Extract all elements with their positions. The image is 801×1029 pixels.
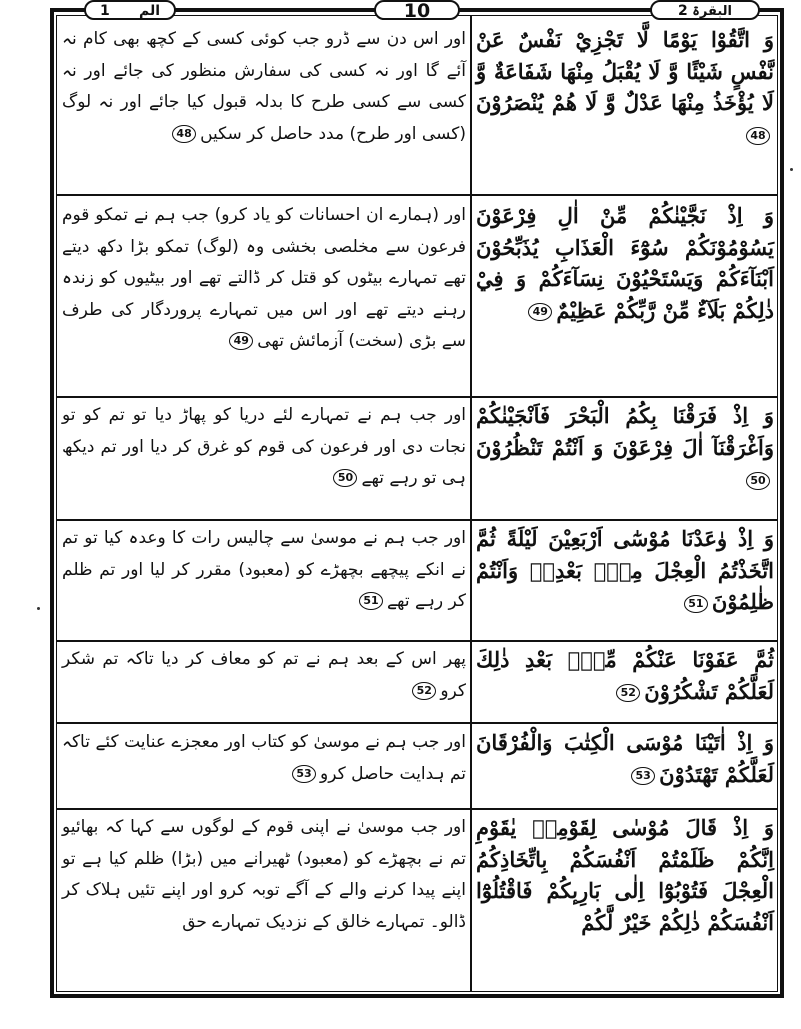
urdu-text: اور اس دن سے ڈرو جب کوئی کسی کے کچھ بھی کام نہ آئے گا اور نہ کسی کی سفارش منظور کی جائے اور نہ کسی سے کسی طرح کا بدلہ قبول کیا جائے اور نہ لوگ (کسی اور طرح) مدد حاصل کر سکیں xyxy=(62,29,466,144)
verse-marker: 51 xyxy=(359,592,383,610)
verse-marker: 53 xyxy=(292,765,316,783)
urdu-translation-block xyxy=(62,24,466,150)
urdu-text: اور جب موسیٰ نے اپنی قوم کے لوگوں سے کہا کہ بھائیو تم نے بچھڑے کو (معبود) ٹھیرانے میں (بڑا) ظلم کیا ہے تو اپنے پیدا کرنے والے کے آگے توبہ کرو اور اپنے تئیں ہلاک کر ڈالو۔ تمہارے خالق کے نزدیک تمہارے حق xyxy=(62,817,466,932)
arabic-verse-block xyxy=(476,24,774,150)
verse-marker: 50 xyxy=(333,469,357,487)
verse-marker: 48 xyxy=(746,127,770,145)
verse-marker: 50 xyxy=(746,472,770,490)
urdu-text: اور (ہمارے ان احسانات کو یاد کرو) جب ہم نے تمکو قوم فرعون سے مخلصی بخشی وہ (لوگ) تمکو بڑا دکھ دیتے تھے تمہارے بیٹوں کو قتل کر ڈالتے تھے اور بیٹیوں کو زندہ رہنے دیتے تھے اور اس میں تمہارے پروردگار کی طرف سے بڑی (سخت) آزمائش تھی xyxy=(62,205,466,351)
verse-marker: 52 xyxy=(412,682,436,700)
juz-label xyxy=(84,0,176,20)
juz-number: 1 xyxy=(99,3,110,19)
row-separator xyxy=(56,722,778,724)
surah-label xyxy=(650,0,760,20)
arabic-verse-block xyxy=(476,400,774,495)
urdu-translation-block xyxy=(62,400,466,495)
urdu-translation-block xyxy=(62,727,466,790)
juz-name: الم xyxy=(138,3,161,19)
arabic-verse-block xyxy=(476,200,774,326)
arabic-verse-block xyxy=(476,523,774,618)
verse-marker: 48 xyxy=(172,125,196,143)
scan-speck xyxy=(790,168,793,171)
urdu-translation-block xyxy=(62,812,466,938)
row-separator xyxy=(56,808,778,810)
arabic-text: وَ اِذْ قَالَ مُوْسٰى لِقَوْمِهٖ يٰقَوْمِ اِنَّكُمْ ظَلَمْتُمْ اَنْفُسَكُمْ بِاتِّخَاذِكُمُ الْعِجْلَ فَتُوْبُوْٓا اِلٰى بَارِىٕكُمْ فَاقْتُلُوْٓا اَنْفُسَكُمْ ذٰلِكُمْ خَيْرٌ لَّكُمْ xyxy=(476,815,774,935)
row-separator xyxy=(56,640,778,642)
arabic-text: وَ اِذْ اٰتَيْنَا مُوْسَى الْكِتٰبَ وَالْفُرْقَانَ لَعَلَّكُمْ تَهْتَدُوْنَ xyxy=(476,730,774,787)
arabic-verse-block xyxy=(476,812,774,938)
arabic-text: ثُمَّ عَفَوْنَا عَنْكُمْ مِّنْۢ بَعْدِ ذٰلِكَ لَعَلَّكُمْ تَشْكُرُوْنَ xyxy=(476,647,774,704)
verse-marker: 49 xyxy=(528,303,552,321)
urdu-text: پھر اس کے بعد ہم نے تم کو معاف کر دیا تاکہ تم شکر کرو xyxy=(62,649,466,701)
urdu-text: اور جب ہم نے موسیٰ سے چالیس رات کا وعدہ کیا تو تم نے انکے پیچھے بچھڑے کو (معبود) مقرر کر لیا اور تم ظلم کر رہے تھے xyxy=(62,528,466,611)
verse-marker: 52 xyxy=(616,684,640,702)
arabic-text: وَ اِذْ وٰعَدْنَا مُوْسٰٓى اَرْبَعِيْنَ لَيْلَةً ثُمَّ اتَّخَذْتُمُ الْعِجْلَ مِنْۢ بَعْدِهٖ وَاَنْتُمْ ظٰلِمُوْنَ xyxy=(476,526,774,614)
urdu-text: اور جب ہم نے تمہارے لئے دریا کو پھاڑ دیا تو تم کو تو نجات دی اور فرعون کی قوم کو غرق کر دیا اور تم دیکھ ہی تو رہے تھے xyxy=(62,405,466,488)
arabic-verse-block xyxy=(476,644,774,707)
surah-name: البقرۃ xyxy=(692,4,732,19)
urdu-translation-block xyxy=(62,200,466,358)
arabic-text: وَ اِذْ نَجَّيْنٰكُمْ مِّنْ اٰلِ فِرْعَوْنَ يَسُوْمُوْنَكُمْ سُوْٓءَ الْعَذَابِ يُذَبِّحُوْنَ اَبْنَآءَكُمْ وَيَسْتَحْيُوْنَ نِسَآءَكُمْ وَ فِيْ ذٰلِكُمْ بَلَآءٌ مِّنْ رَّبِّكُمْ عَظِيْمٌ xyxy=(476,203,774,323)
scan-speck xyxy=(37,607,40,610)
arabic-verse-block xyxy=(476,727,774,790)
row-separator xyxy=(56,194,778,196)
page-number: 10 xyxy=(374,0,460,20)
arabic-text: وَ اتَّقُوْا يَوْمًا لَّا تَجْزِيْ نَفْسٌ عَنْ نَّفْسٍ شَيْئًا وَّ لَا يُقْبَلُ مِنْهَا شَفَاعَةٌ وَّ لَا يُؤْخَذُ مِنْهَا عَدْلٌ وَّ لَا هُمْ يُنْصَرُوْنَ xyxy=(476,27,774,115)
column-divider xyxy=(470,15,472,992)
verse-marker: 49 xyxy=(229,332,253,350)
verse-marker: 53 xyxy=(631,767,655,785)
arabic-text: وَ اِذْ فَرَقْنَا بِكُمُ الْبَحْرَ فَاَنْجَيْنٰكُمْ وَاَغْرَقْنَآ اٰلَ فِرْعَوْنَ وَ اَنْتُمْ تَنْظُرُوْنَ xyxy=(476,403,774,460)
row-separator xyxy=(56,396,778,398)
row-separator xyxy=(56,519,778,521)
urdu-translation-block xyxy=(62,523,466,618)
urdu-translation-block xyxy=(62,644,466,707)
surah-number: 2 xyxy=(678,3,688,19)
urdu-text: اور جب ہم نے موسیٰ کو کتاب اور معجزے عنایت کئے تاکہ تم ہدایت حاصل کرو xyxy=(62,732,466,784)
verse-marker: 51 xyxy=(684,595,708,613)
